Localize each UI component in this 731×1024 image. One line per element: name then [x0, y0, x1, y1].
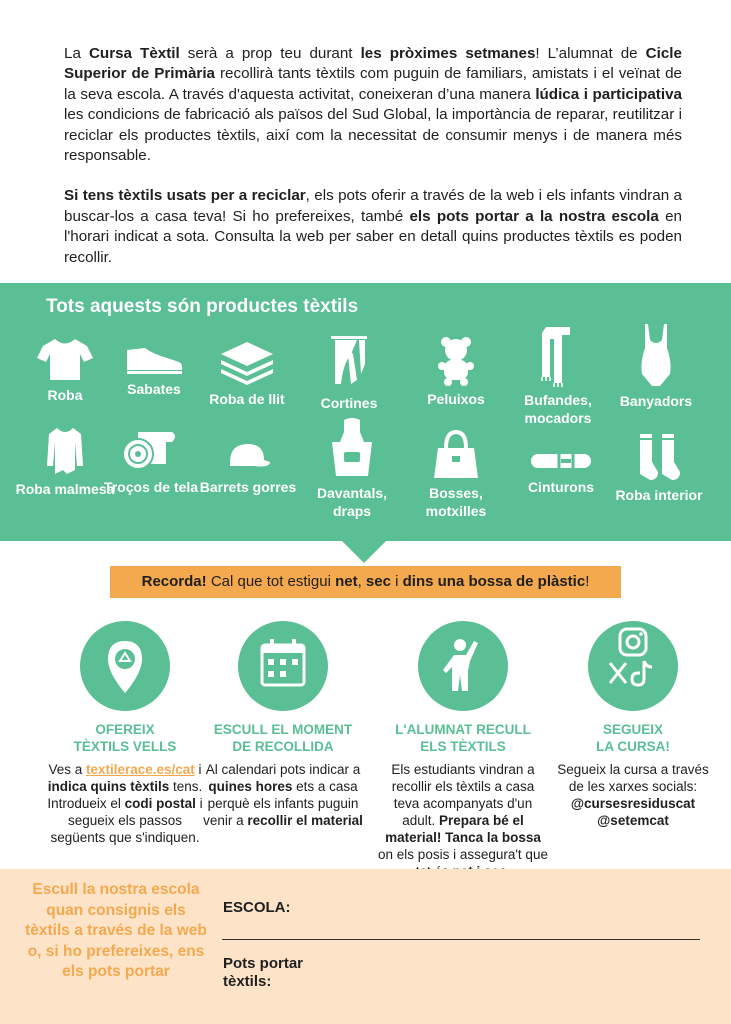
shoe-icon: [123, 336, 185, 376]
torn-shirt-icon: [43, 426, 87, 476]
handle-setemcat: @setemcat: [597, 813, 669, 828]
step-circle: [80, 621, 170, 711]
product-sabates: Sabates: [99, 336, 209, 398]
curtain-icon: [327, 334, 371, 390]
handbag-icon: [432, 428, 480, 480]
school-line: [222, 939, 700, 940]
product-roba-interior: Roba interior: [604, 432, 714, 504]
product-trocos-tela: Troços de tela: [96, 428, 206, 496]
cap-icon: [224, 440, 272, 474]
intro-paragraph-2: Si tens tèxtils usats per a reciclar, els pots oferir a través de la web i els infants vindran a buscar-los a casa teva! Si ho prefereixes, també els pots portar a la nostra escola en l'horari indicat a sota. Consulta la web per saber en detall quins productes tèxtils es poden recollir.: [64, 187, 682, 266]
step-collect: [378, 621, 548, 880]
panel-pointer: [341, 540, 387, 563]
website-link[interactable]: textilerace.es/cat: [85, 762, 195, 777]
product-bosses: Bosses, motxilles: [401, 428, 511, 520]
product-roba-malmesa: Roba malmesa: [10, 426, 120, 498]
product-davantals: Davantals, draps: [297, 418, 407, 520]
step-text: Al calendari pots indicar a quines hores ets a casa perquè els infants puguin venir a recollir el material: [203, 762, 363, 828]
step-circle: [588, 621, 678, 711]
product-barrets: Barrets gorres: [193, 440, 303, 496]
intro-text: [64, 44, 682, 288]
step-text: Els estudiants vindran a recollir els tèxtils a casa teva acompanyats d'un adult. Prepara bé el material! Tanca la bossa on els posis i assegura't que: [378, 762, 548, 862]
bed-linen-icon: [215, 336, 279, 386]
product-peluixos: Peluixos: [401, 334, 511, 408]
social-media-icon: [588, 621, 678, 711]
swimsuit-icon: [636, 322, 676, 388]
socks-icon: [634, 432, 684, 482]
tshirt-icon: [35, 336, 95, 382]
step-follow: [548, 621, 718, 829]
handle-cursesresiduscat: @cursesresiduscat: [570, 796, 696, 811]
product-cortines: Cortines: [294, 334, 404, 412]
person-waving-icon: [418, 621, 508, 711]
product-roba-llit: Roba de llit: [192, 336, 302, 408]
product-roba: Roba: [10, 336, 120, 404]
step-circle: [238, 621, 328, 711]
school-label: ESCOLA:: [223, 899, 291, 916]
scarf-icon: [536, 325, 580, 387]
school-instruction: Escull la nostra escola quan consignis els tèxtils a través de la web o, si ho prefereixes, ens els pots portar: [25, 881, 207, 980]
recycle-pin-icon: [80, 621, 170, 711]
fabric-roll-icon: [122, 428, 180, 474]
products-title: Tots aquests són productes tèxtils: [46, 296, 359, 317]
step-title: OFEREIX TÈXTILS VELLS: [73, 722, 177, 754]
product-banyadors: Banyadors: [601, 322, 711, 410]
step-title: L'ALUMNAT RECULL ELS TÈXTILS: [395, 722, 531, 754]
step-text: Segueix la cursa a través de les xarxes socials: @cursesresiduscat @setemcat: [557, 762, 709, 828]
step-title: ESCULL EL MOMENT DE RECOLLIDA: [213, 722, 353, 754]
calendar-icon: [238, 621, 328, 711]
intro-paragraph-1: La Cursa Tèxtil serà a prop teu durant les pròximes setmanes! L’alumnat de Cicle Superior de Primària recollirà tants tèxtils com puguin de familiars, amistats i el veïnat de la seva escola. A través d'aquesta activitat, coneixeran d’una manera lúdica i participativa les condicions de fabricació als països del Sud Global, la importància de reparar, reutilitzar i reciclar els productes tèxtils, així com la necessitat de consumir menys i de manera més responsable.: [64, 45, 682, 165]
teddy-bear-icon: [434, 334, 478, 386]
step-circle: [418, 621, 508, 711]
step-schedule: [198, 621, 368, 829]
step-text: Ves a textilerace.es/cat i indica quins tèxtils tens. Introdueix el codi postal i segueix els passos següents que s'indiquen.: [47, 762, 203, 845]
bring-label: Pots portar tèxtils:: [223, 955, 304, 990]
product-cinturons: Cinturons: [506, 448, 616, 496]
step-title: SEGUEIX LA CURSA!: [596, 722, 670, 754]
reminder-banner: Recorda! Cal que tot estigui net, sec i dins una bossa de plàstic!: [110, 566, 621, 598]
apron-icon: [330, 418, 374, 480]
belt-icon: [529, 448, 593, 474]
product-bufandes: Bufandes, mocadors: [503, 325, 613, 427]
step-offer: [40, 621, 210, 846]
